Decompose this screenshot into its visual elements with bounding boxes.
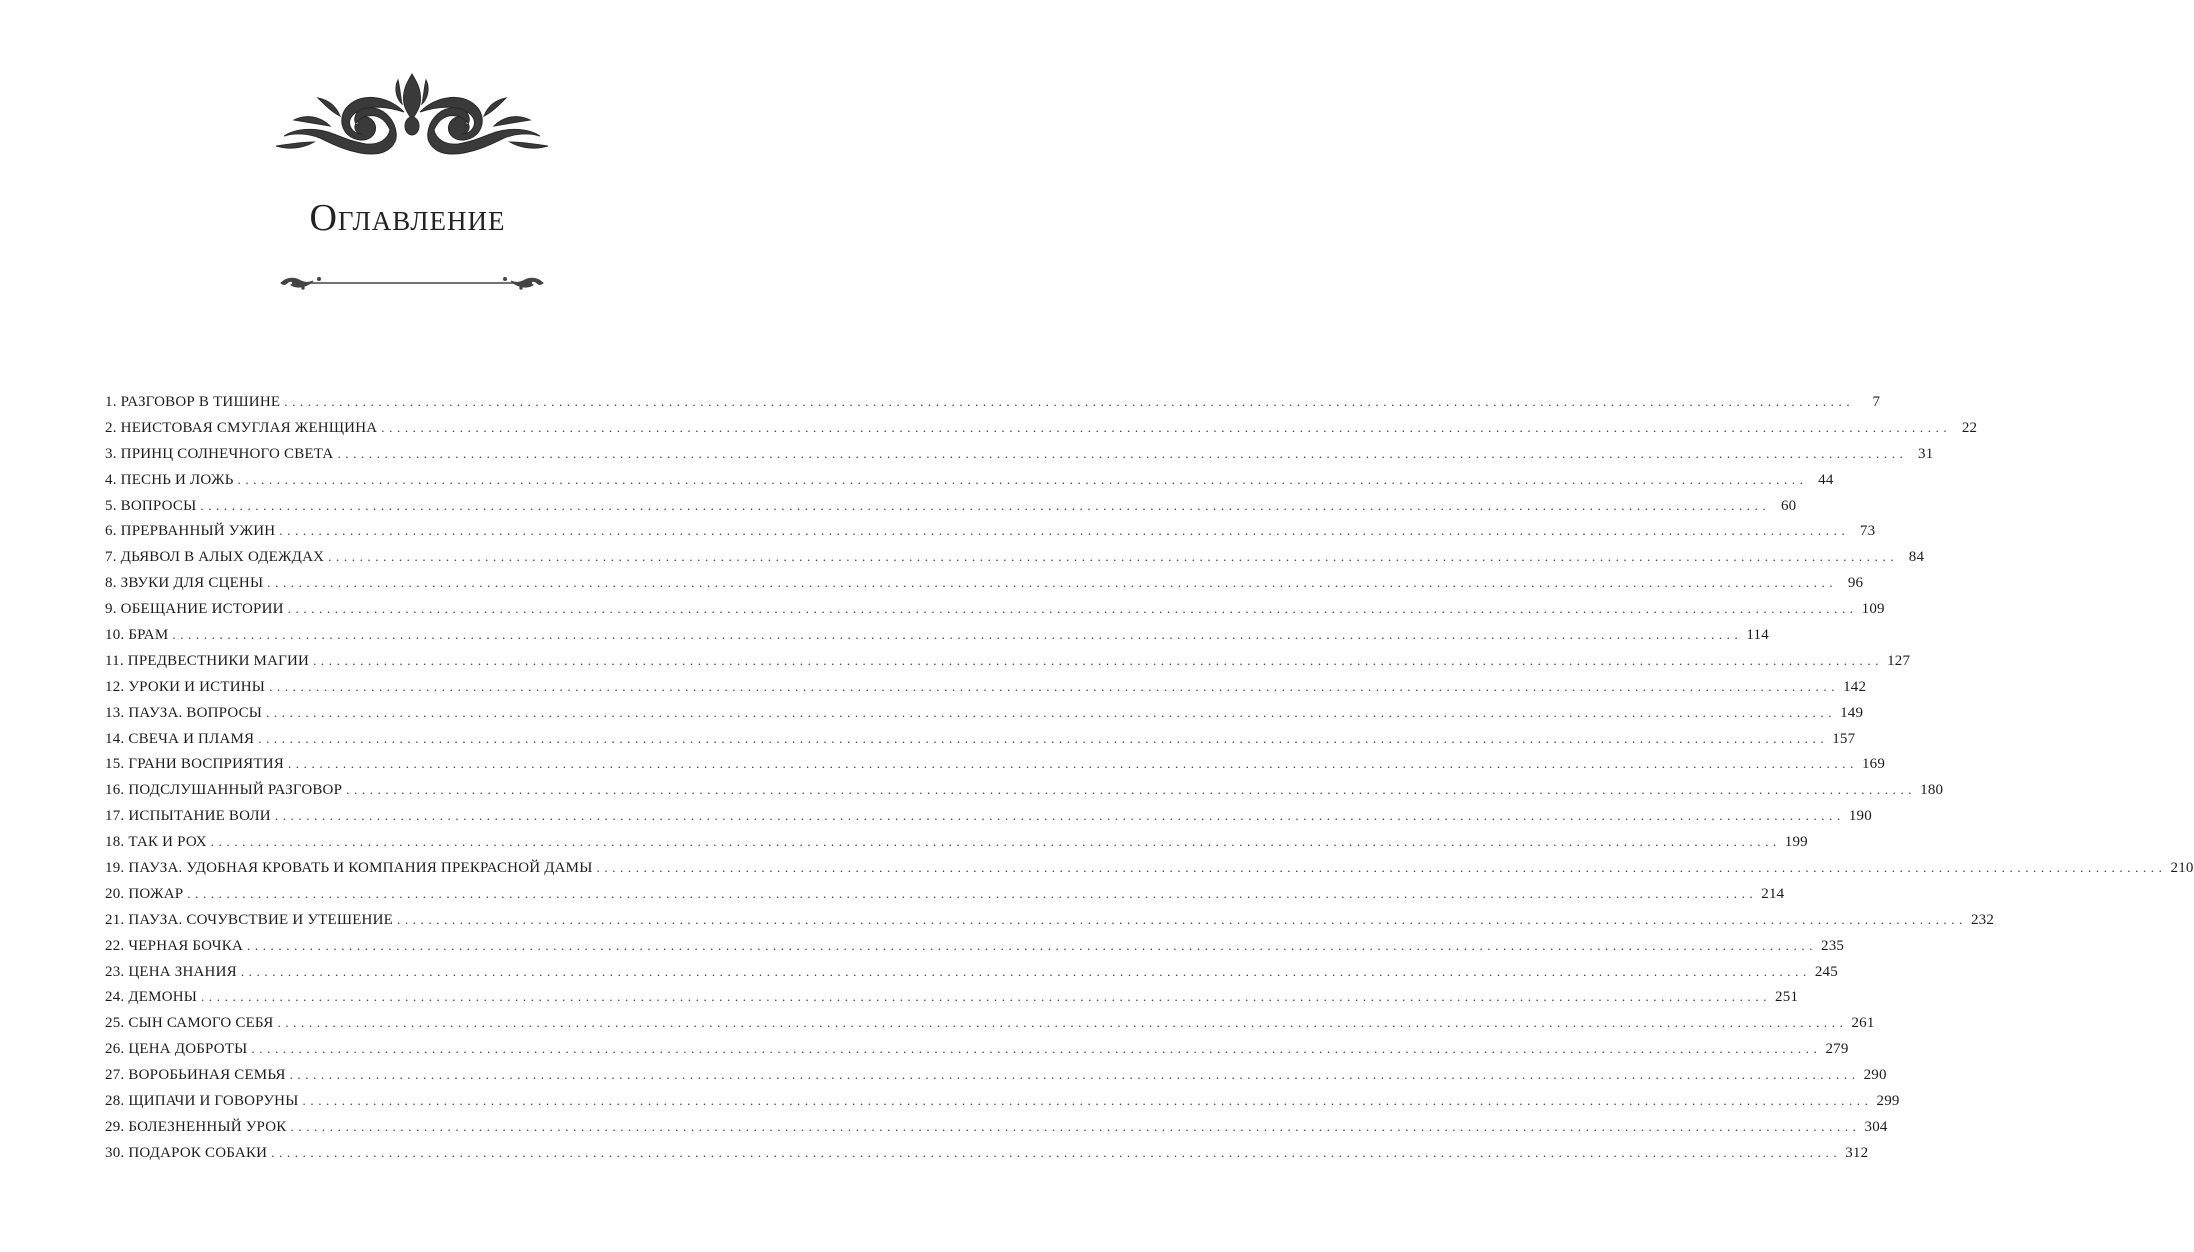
toc-entry[interactable] [105, 907, 1995, 933]
toc-entry[interactable] [105, 441, 1934, 467]
toc-entry[interactable] [105, 726, 1856, 752]
toc-entry[interactable] [105, 803, 1872, 829]
table-of-contents [105, 389, 2194, 1166]
toc-entry-number: 18. [105, 834, 125, 851]
toc-leader-dots: ........................................................................................................................................................................................................ [313, 652, 1884, 668]
toc-entry-title: БРАМ [128, 627, 169, 644]
toc-entry-page: 279 [1825, 1041, 1849, 1058]
toc-leader-dots: ........................................................................................................................................................................................................ [328, 549, 1899, 565]
toc-entry[interactable] [105, 1036, 1849, 1062]
toc-entry-number: 23. [105, 963, 125, 980]
toc-entry[interactable] [105, 622, 1769, 648]
toc-entry-title: УРОКИ И ИСТИНЫ [128, 678, 266, 695]
toc-entry-page: 149 [1840, 704, 1864, 721]
toc-entry[interactable] [105, 518, 1876, 544]
toc-entry[interactable] [105, 1088, 1900, 1114]
toc-entry-page: 190 [1848, 808, 1872, 825]
toc-entry[interactable] [105, 415, 1978, 441]
toc-leader-dots: ........................................................................................................................................................................................................ [258, 730, 1829, 746]
toc-leader-dots: ........................................................................................................................................................................................................ [269, 678, 1840, 694]
toc-entry[interactable] [105, 674, 1867, 700]
toc-entry[interactable] [105, 570, 1864, 596]
toc-entry[interactable] [105, 493, 1797, 519]
toc-entry-title: ВОРОБЬИНАЯ СЕМЬЯ [128, 1067, 286, 1084]
toc-entry-title: ДЬЯВОЛ В АЛЫХ ОДЕЖДАХ [120, 549, 325, 566]
toc-leader-dots: ........................................................................................................................................................................................................ [247, 937, 1817, 953]
toc-entry[interactable] [105, 1114, 1888, 1140]
toc-leader-dots: ........................................................................................................................................................................................................ [289, 1067, 1860, 1083]
toc-leader-dots: ........................................................................................................................................................................................................ [284, 394, 1855, 409]
toc-entry-page: 169 [1861, 756, 1886, 773]
toc-entry-title: ПРИНЦ СОЛНЕЧНОГО СВЕТА [120, 445, 334, 462]
toc-entry[interactable] [105, 1010, 1875, 1036]
toc-entry-number: 28. [105, 1093, 125, 1110]
toc-entry-title: ПОЖАР [128, 885, 184, 902]
toc-entry-number: 3. [105, 445, 117, 462]
toc-leader-dots: ........................................................................................................................................................................................................ [266, 704, 1837, 720]
toc-entry-title: НЕИСТОВАЯ СМУГЛАЯ ЖЕНЩИНА [120, 419, 378, 436]
toc-entry-number: 14. [105, 730, 125, 747]
toc-entry-page: 96 [1847, 575, 1864, 592]
toc-leader-dots: ........................................................................................................................................................................................................ [337, 445, 1908, 461]
toc-entry-page: 114 [1746, 627, 1769, 644]
toc-entry-number: 24. [105, 989, 125, 1006]
toc-leader-dots: ........................................................................................................................................................................................................ [271, 1144, 1842, 1160]
toc-entry-number: 20. [105, 885, 125, 902]
toc-entry-page: 299 [1876, 1093, 1900, 1110]
toc-entry[interactable] [105, 467, 1834, 493]
toc-entry[interactable] [105, 1062, 1887, 1088]
toc-leader-dots: ........................................................................................................................................................................................................ [302, 1093, 1873, 1109]
toc-entry[interactable] [105, 933, 1845, 959]
toc-entry-number: 29. [105, 1118, 125, 1135]
toc-entry-page: 290 [1863, 1067, 1887, 1084]
toc-leader-dots: ........................................................................................................................................................................................................ [200, 497, 1771, 513]
toc-entry-title: ПОДАРОК СОБАКИ [128, 1144, 268, 1161]
toc-entry-page: 44 [1818, 471, 1834, 488]
toc-entry-page: 73 [1859, 523, 1876, 540]
toc-leader-dots: ........................................................................................................................................................................................................ [596, 860, 2167, 876]
toc-entry-number: 16. [105, 782, 125, 799]
toc-entry-number: 25. [105, 1015, 125, 1032]
toc-entry[interactable] [105, 700, 1864, 726]
toc-entry-page: 31 [1918, 445, 1934, 462]
toc-entry-title: ПЕСНЬ И ЛОЖЬ [120, 471, 234, 488]
toc-entry-page: 60 [1780, 497, 1797, 514]
toc-leader-dots: ........................................................................................................................................................................................................ [287, 756, 1858, 772]
toc-entry-page: 232 [1970, 911, 1995, 928]
toc-entry[interactable] [105, 829, 1808, 855]
toc-leader-dots: ........................................................................................................................................................................................................ [277, 1015, 1848, 1031]
toc-entry-page: 109 [1861, 601, 1885, 618]
toc-entry-page: 84 [1908, 549, 1925, 566]
toc-leader-dots: ........................................................................................................................................................................................................ [187, 885, 1758, 901]
toc-entry-number: 26. [105, 1041, 125, 1058]
toc-entry-title: ВОПРОСЫ [120, 497, 197, 514]
toc-entry-page: 199 [1784, 834, 1808, 851]
toc-entry-page: 7 [1872, 394, 1881, 410]
toc-leader-dots: ........................................................................................................................................................................................................ [274, 808, 1845, 824]
toc-entry-number: 5. [105, 497, 117, 514]
toc-entry-title: ПАУЗА. ВОПРОСЫ [128, 704, 263, 721]
toc-entry-number: 2. [105, 419, 117, 436]
toc-entry-number: 19. [105, 860, 125, 877]
toc-entry-page: 157 [1832, 730, 1856, 747]
toc-entry-page: 245 [1814, 963, 1838, 980]
toc-entry-page: 261 [1851, 1015, 1875, 1032]
toc-entry[interactable] [105, 751, 1886, 777]
toc-entry-title: СВЕЧА И ПЛАМЯ [128, 730, 255, 747]
toc-entry[interactable] [105, 648, 1911, 674]
toc-entry-page: 180 [1920, 782, 1944, 799]
toc-entry-title: ПОДСЛУШАННЫЙ РАЗГОВОР [128, 782, 343, 799]
toc-entry[interactable] [105, 1140, 1869, 1166]
toc-entry-number: 8. [105, 575, 117, 592]
toc-leader-dots: ........................................................................................................................................................................................................ [287, 601, 1858, 617]
toc-entry[interactable] [105, 959, 1838, 985]
toc-leader-dots: ........................................................................................................................................................................................................ [251, 1041, 1822, 1057]
toc-entry-title: СЫН САМОГО СЕБЯ [128, 1015, 274, 1032]
toc-entry-title: ЗВУКИ ДЛЯ СЦЕНЫ [120, 575, 264, 592]
toc-leader-dots: ........................................................................................................................................................................................................ [237, 471, 1808, 487]
toc-leader-dots: ........................................................................................................................................................................................................ [396, 911, 1967, 927]
toc-entry-page: 312 [1845, 1144, 1869, 1161]
toc-leader-dots: ........................................................................................................................................................................................................ [240, 963, 1811, 979]
top-ornament [270, 66, 554, 162]
toc-entry-number: 13. [105, 704, 125, 721]
toc-entry-page: 251 [1775, 989, 1799, 1006]
toc-leader-dots: ........................................................................................................................................................................................................ [267, 575, 1838, 591]
toc-entry-title: ОБЕЩАНИЕ ИСТОРИИ [120, 601, 284, 618]
toc-entry-title: ИСПЫТАНИЕ ВОЛИ [128, 808, 271, 825]
toc-entry-title: ЦЕНА ЗНАНИЯ [128, 963, 237, 980]
toc-entry[interactable] [105, 544, 1925, 570]
toc-entry-number: 11. [105, 652, 124, 669]
toc-entry-page: 304 [1864, 1118, 1888, 1135]
toc-entry-number: 12. [105, 678, 125, 695]
toc-entry-number: 6. [105, 523, 117, 540]
toc-entry-number: 27. [105, 1067, 125, 1084]
toc-entry-page: 214 [1761, 885, 1785, 902]
toc-entry-title: ЧЕРНАЯ БОЧКА [128, 937, 243, 954]
toc-entry-number: 30. [105, 1144, 125, 1161]
toc-entry-title: БОЛЕЗНЕННЫЙ УРОК [128, 1118, 287, 1135]
toc-entry-page: 127 [1887, 652, 1911, 669]
toc-entry-page: 235 [1821, 937, 1845, 954]
toc-entry[interactable] [105, 596, 1885, 622]
toc-entry-title: РАЗГОВОР В ТИШИНЕ [120, 394, 281, 410]
toc-entry-number: 21. [105, 911, 125, 928]
toc-entry-number: 17. [105, 808, 125, 825]
toc-entry[interactable] [105, 881, 1785, 907]
toc-entry-title: ЦЕНА ДОБРОТЫ [128, 1041, 248, 1058]
title-divider-ornament [279, 273, 545, 293]
toc-leader-dots: ........................................................................................................................................................................................................ [290, 1118, 1861, 1134]
toc-entry[interactable] [105, 984, 1799, 1010]
toc-entry-title: ГРАНИ ВОСПРИЯТИЯ [128, 756, 284, 773]
toc-leader-dots: ........................................................................................................................................................................................................ [279, 523, 1850, 539]
toc-entry-title: ПРЕРВАННЫЙ УЖИН [120, 523, 276, 540]
toc-entry[interactable] [105, 389, 1881, 415]
toc-entry[interactable] [105, 777, 1944, 803]
toc-entry-title: ПАУЗА. СОЧУВСТВИЕ И УТЕШЕНИЕ [128, 911, 393, 928]
toc-entry-title: ЩИПАЧИ И ГОВОРУНЫ [128, 1093, 299, 1110]
toc-entry-title: ТАК И РОХ [128, 834, 207, 851]
toc-entry-page: 210 [2170, 860, 2194, 877]
toc-leader-dots: ........................................................................................................................................................................................................ [210, 834, 1781, 850]
toc-entry-number: 9. [105, 601, 117, 618]
toc-entry-page: 142 [1843, 678, 1867, 695]
toc-entry-number: 4. [105, 471, 117, 488]
toc-entry-number: 15. [105, 756, 125, 773]
toc-leader-dots: ........................................................................................................................................................................................................ [381, 419, 1952, 435]
page-title: Оглавление [309, 197, 506, 239]
toc-entry-number: 10. [105, 627, 125, 644]
toc-entry-number: 22. [105, 937, 125, 954]
toc-entry-title: ПРЕДВЕСТНИКИ МАГИИ [127, 652, 310, 669]
toc-entry-number: 1. [105, 394, 117, 410]
toc-leader-dots: ........................................................................................................................................................................................................ [201, 989, 1772, 1005]
toc-entry-title: ПАУЗА. УДОБНАЯ КРОВАТЬ И КОМПАНИЯ ПРЕКРАСНОЙ ДАМЫ [128, 860, 593, 877]
toc-entry-title: ДЕМОНЫ [128, 989, 198, 1006]
toc-entry-page: 22 [1961, 419, 1978, 436]
toc-leader-dots: ........................................................................................................................................................................................................ [172, 627, 1743, 643]
toc-leader-dots: ........................................................................................................................................................................................................ [346, 782, 1917, 798]
toc-entry[interactable] [105, 855, 2194, 881]
toc-entry-number: 7. [105, 549, 117, 566]
